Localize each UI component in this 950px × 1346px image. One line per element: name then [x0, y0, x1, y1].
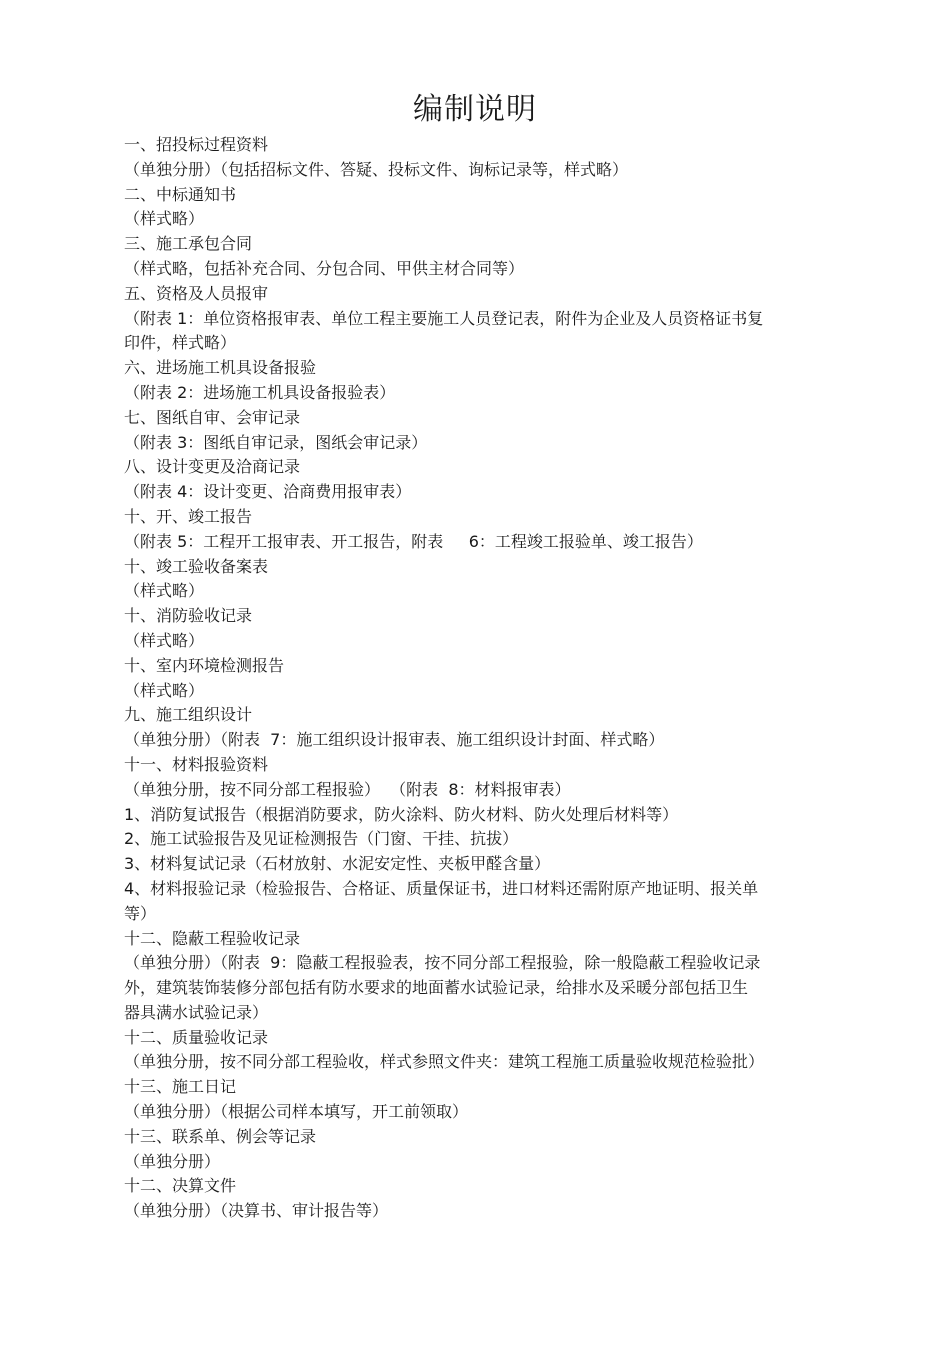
text-line: 十二、决算文件 — [124, 1176, 237, 1196]
text-line: （单独分册）（根据公司样本填写，开工前领取） — [124, 1102, 469, 1122]
text-line: 十、消防验收记录 — [124, 606, 253, 626]
text-line: （附表 1：单位资格报审表、单位工程主要施工人员登记表，附件为企业及人员资格证书复 — [124, 308, 764, 328]
text-line: 1、消防复试报告（根据消防要求，防火涂料、防火材料、防火处理后材料等） — [124, 804, 679, 824]
text-line: 器具满水试验记录） — [124, 1002, 269, 1022]
text-line: 外，建筑装饰装修分部包括有防水要求的地面蓄水试验记录，给排水及采暖分部包括卫生 — [124, 978, 749, 998]
text-line: 十、开、竣工报告 — [124, 506, 253, 526]
text-line: （单独分册）（附表 9：隐蔽工程报验表，按不同分部工程报验，除一般隐蔽工程验收记录 — [124, 953, 761, 973]
text-line: 十、竣工验收备案表 — [124, 556, 269, 576]
text-line: 九、施工组织设计 — [124, 705, 253, 725]
text-line: 4、材料报验记录（检验报告、合格证、质量保证书，进口材料还需附原产地证明、报关单 — [124, 878, 759, 898]
text-line: 一、招投标过程资料 — [124, 135, 269, 154]
text-line: 七、图纸自审、会审记录 — [124, 407, 301, 427]
text-line: 3、材料复试记录（石材放射、水泥安定性、夹板甲醛含量） — [124, 854, 551, 874]
text-line: 五、资格及人员报审 — [124, 283, 269, 303]
text-line: 十二、隐蔽工程验收记录 — [124, 928, 301, 948]
text-line: 十一、材料报验资料 — [124, 754, 269, 774]
text-line: （附表 4：设计变更、洽商费用报审表） — [124, 482, 412, 502]
text-line: 印件，样式略） — [124, 333, 237, 353]
text-line: （单独分册，按不同分部工程验收，样式参照文件夹：建筑工程施工质量验收规范检验批） — [124, 1052, 765, 1072]
text-line: （样式略） — [124, 680, 205, 700]
text-line: （单独分册）（包括招标文件、答疑、投标文件、询标记录等，样式略） — [124, 159, 629, 179]
text-line: （单独分册，按不同分部工程报验） （附表 8：材料报审表） — [124, 779, 571, 799]
text-line: （单独分册）（决算书、审计报告等） — [124, 1201, 389, 1221]
text-line: （附表 3：图纸自审记录，图纸会审记录） — [124, 432, 428, 452]
text-line: （附表 5：工程开工报审表、开工报告，附表 6：工程竣工报验单、竣工报告） — [124, 531, 703, 551]
text-line: 等） — [124, 903, 157, 923]
text-line: 十、室内环境检测报告 — [124, 655, 285, 675]
text-line: （样式略，包括补充合同、分包合同、甲供主材合同等） — [124, 258, 525, 278]
text-line: （单独分册）（附表 7：施工组织设计报审表、施工组织设计封面、样式略） — [124, 730, 665, 750]
page-title: 编制说明 — [413, 92, 537, 127]
text-line: （单独分册） — [124, 1151, 221, 1171]
text-line: 六、进场施工机具设备报验 — [124, 358, 317, 378]
text-line: 2、施工试验报告及见证检测报告（门窗、干挂、抗拔） — [124, 829, 519, 849]
text-line: 十三、联系单、例会等记录 — [124, 1126, 317, 1146]
text-line: 二、中标通知书 — [124, 184, 237, 204]
text-line: 十二、质量验收记录 — [124, 1027, 269, 1047]
text-line: （样式略） — [124, 630, 205, 650]
text-line: （样式略） — [124, 209, 205, 229]
text-line: 八、设计变更及洽商记录 — [124, 457, 301, 477]
text-line: 三、施工承包合同 — [124, 234, 253, 254]
text-line: 十三、施工日记 — [124, 1077, 237, 1097]
text-line: （样式略） — [124, 581, 205, 601]
text-line: （附表 2：进场施工机具设备报验表） — [124, 382, 396, 402]
document-body — [124, 133, 864, 1224]
